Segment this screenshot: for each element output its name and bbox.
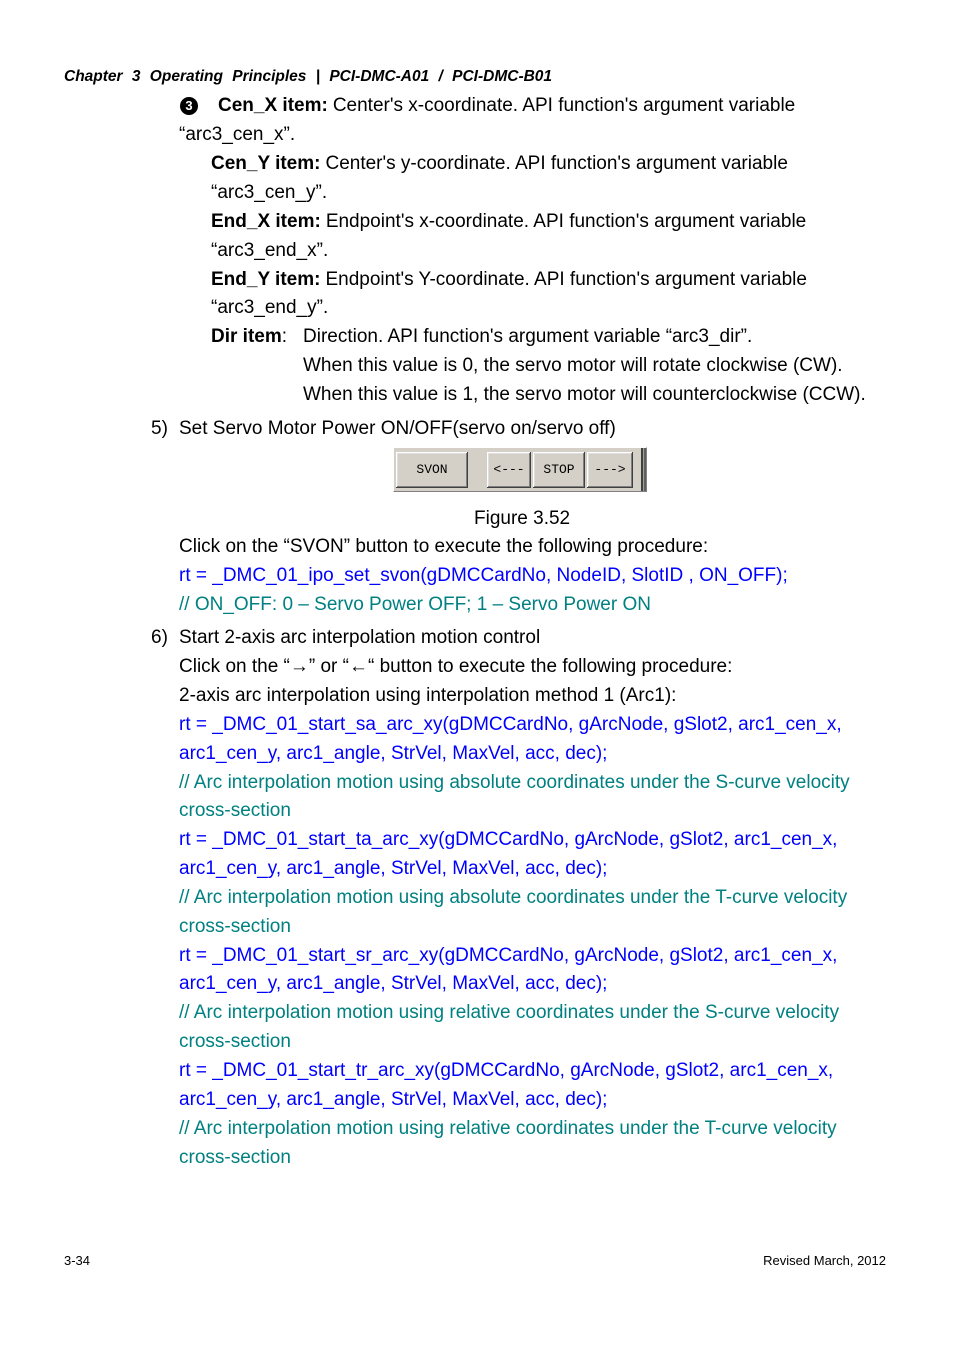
code-comment: cross-section xyxy=(179,800,291,821)
dir-value-0-note: When this value is 0, the servo motor will rotate clockwise (CW). xyxy=(303,355,843,376)
dir-item xyxy=(211,325,287,349)
code-comment: // Arc interpolation motion using absolute coordinates under the T-curve velocity xyxy=(179,887,848,908)
servo-control-toolbar xyxy=(393,447,647,492)
dir-item-label: Dir item xyxy=(211,326,282,347)
running-header: Chapter 3 Operating Principles | PCI-DMC-A01 / PCI-DMC-B01 xyxy=(64,68,553,85)
arc-instruction: Click on the “→” or “←“ button to execute the following procedure: xyxy=(179,656,733,677)
code-line: arc1_cen_y, arc1_angle, StrVel, MaxVel, acc, dec); xyxy=(179,743,608,764)
code-comment: cross-section xyxy=(179,1031,291,1052)
end-x-item-description: Endpoint's x-coordinate. API function's argument variable xyxy=(325,211,807,232)
code-comment: cross-section xyxy=(179,1147,291,1168)
code-line: arc1_cen_y, arc1_angle, StrVel, MaxVel, acc, dec); xyxy=(179,858,608,879)
end-y-item-label: End_Y item: xyxy=(211,269,321,290)
page-number: 3-34 xyxy=(64,1253,91,1268)
dir-item-colon: : xyxy=(281,326,288,347)
svon-code-line: rt = _DMC_01_ipo_set_svon(gDMCCardNo, NodeID, SlotID , ON_OFF); xyxy=(179,565,788,586)
code-line: rt = _DMC_01_start_sa_arc_xy(gDMCCardNo, gArcNode, gSlot2, arc1_cen_x, xyxy=(179,714,842,735)
cen-x-variable: “arc3_cen_x”. xyxy=(179,124,296,145)
step-5-title: Set Servo Motor Power ON/OFF(servo on/servo off) xyxy=(179,418,616,439)
figure-caption: Figure 3.52 xyxy=(474,508,571,529)
toolbar-separator xyxy=(641,448,646,491)
step-5-number: 5) xyxy=(151,418,168,439)
end-x-variable: “arc3_end_x”. xyxy=(211,240,329,261)
step-6-title: Start 2-axis arc interpolation motion control xyxy=(179,627,541,648)
cen-y-variable: “arc3_cen_y”. xyxy=(211,182,328,203)
cen-x-item xyxy=(218,94,795,118)
move-left-button: <--- xyxy=(487,452,531,488)
cen-y-item-label: Cen_Y item: xyxy=(211,153,321,174)
svon-button: SVON xyxy=(396,452,468,488)
end-y-item-description: Endpoint's Y-coordinate. API function's argument variable xyxy=(325,269,807,290)
svon-instruction: Click on the “SVON” button to execute the following procedure: xyxy=(179,536,709,557)
code-comment: // Arc interpolation motion using relative coordinates under the T-curve velocity xyxy=(179,1118,837,1139)
end-y-variable: “arc3_end_y”. xyxy=(211,297,329,318)
cen-x-item-description: Center's x-coordinate. API function's argument variable xyxy=(332,95,796,116)
cen-y-item-description: Center's y-coordinate. API function's argument variable xyxy=(325,153,788,174)
stop-button: STOP xyxy=(533,452,585,488)
arc-method-heading: 2-axis arc interpolation using interpolation method 1 (Arc1): xyxy=(179,685,677,706)
code-comment: // Arc interpolation motion using absolute coordinates under the S-curve velocity xyxy=(179,772,850,793)
circled-number-3-icon: 3 xyxy=(180,97,198,115)
code-comment: // Arc interpolation motion using relative coordinates under the S-curve velocity xyxy=(179,1002,840,1023)
cen-x-item-label: Cen_X item: xyxy=(218,95,328,116)
move-right-button: ---> xyxy=(587,452,633,488)
dir-item-description: Direction. API function's argument variable “arc3_dir”. xyxy=(303,326,753,347)
step-6-number: 6) xyxy=(151,627,168,648)
end-y-item xyxy=(211,268,807,292)
end-x-item xyxy=(211,210,806,234)
code-comment: cross-section xyxy=(179,916,291,937)
code-line: arc1_cen_y, arc1_angle, StrVel, MaxVel, acc, dec); xyxy=(179,1089,608,1110)
code-line: rt = _DMC_01_start_sr_arc_xy(gDMCCardNo, gArcNode, gSlot2, arc1_cen_x, xyxy=(179,945,838,966)
dir-value-1-note: When this value is 1, the servo motor will counterclockwise (CCW). xyxy=(303,384,866,405)
code-line: arc1_cen_y, arc1_angle, StrVel, MaxVel, acc, dec); xyxy=(179,973,608,994)
code-line: rt = _DMC_01_start_tr_arc_xy(gDMCCardNo, gArcNode, gSlot2, arc1_cen_x, xyxy=(179,1060,834,1081)
svon-code-comment: // ON_OFF: 0 – Servo Power OFF; 1 – Servo Power ON xyxy=(179,594,651,615)
end-x-item-label: End_X item: xyxy=(211,211,321,232)
code-line: rt = _DMC_01_start_ta_arc_xy(gDMCCardNo, gArcNode, gSlot2, arc1_cen_x, xyxy=(179,829,838,850)
revision-date: Revised March, 2012 xyxy=(763,1253,886,1268)
cen-y-item xyxy=(211,152,788,176)
